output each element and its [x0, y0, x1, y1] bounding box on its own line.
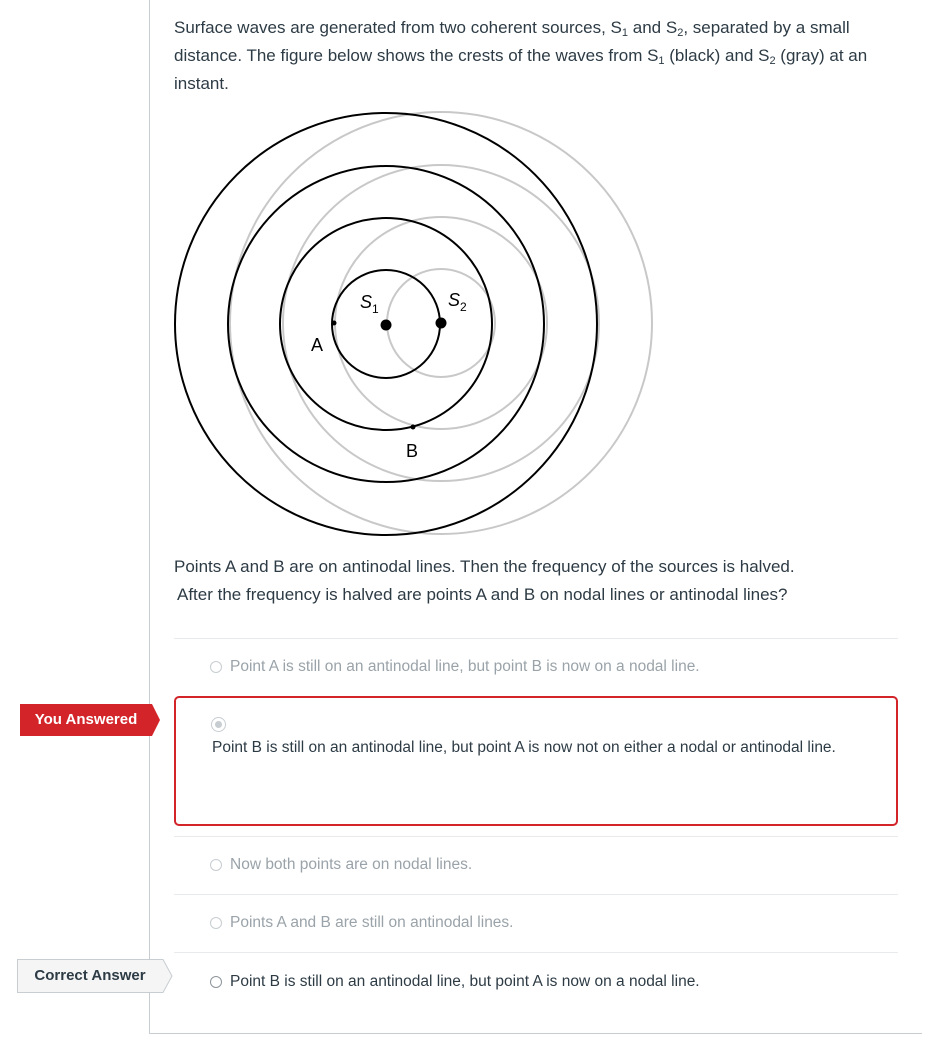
answer-radio-1[interactable]: [210, 661, 222, 673]
answer-divider: [174, 894, 898, 895]
answer-radio-3[interactable]: [210, 859, 222, 871]
answer-option-2-selected[interactable]: [174, 696, 898, 826]
you-answered-flag: You Answered: [20, 704, 160, 736]
answer-divider: [174, 638, 898, 639]
answer-option-4[interactable]: Points A and B are still on antinodal lines.: [210, 914, 514, 932]
followup-line-2: After the frequency is halved are points A and B on nodal lines or antinodal lines?: [177, 585, 788, 604]
followup-question-text: [174, 553, 874, 609]
wave-crests-figure: [160, 106, 670, 546]
label-s1: $S_1$: [360, 292, 379, 316]
answer-divider: [174, 836, 898, 837]
point-b-marker: [411, 425, 416, 430]
label-b: B: [406, 441, 419, 461]
answer-radio-2-selected[interactable]: [211, 717, 226, 732]
source2-point: [436, 318, 447, 329]
answer-option-3[interactable]: Now both points are on nodal lines.: [210, 856, 472, 874]
question-frame-bottom-border: [149, 1033, 922, 1034]
label-s2: $S_2$: [448, 290, 467, 314]
point-a-marker: [332, 321, 337, 326]
answer-option-1[interactable]: Point A is still on an antinodal line, but point B is now on a nodal line.: [210, 658, 700, 676]
answer-radio-5[interactable]: [210, 976, 222, 988]
answer-radio-4[interactable]: [210, 917, 222, 929]
correct-answer-flag: Correct Answer: [17, 959, 173, 993]
answer-option-2-label: Point B is still on an antinodal line, but point A is now not on either a nodal or antinodal line.: [212, 739, 836, 756]
followup-line-1: Points A and B are on antinodal lines. Then the frequency of the sources is halved.: [174, 557, 795, 576]
answer-option-5-correct[interactable]: Point B is still on an antinodal line, but point A is now on a nodal line.: [210, 973, 700, 991]
label-a: A: [311, 335, 324, 355]
question-text: Surface waves are generated from two coherent sources, $S_1$ and $S_2$, separated by a small distance. The figure below shows the crests of the waves from $S_1$ (black) and $S_2$ (gray) at an instant.: [174, 18, 868, 93]
answer-divider: [174, 952, 898, 953]
question-frame-left-border: [149, 0, 150, 1034]
source1-point: [381, 320, 392, 331]
